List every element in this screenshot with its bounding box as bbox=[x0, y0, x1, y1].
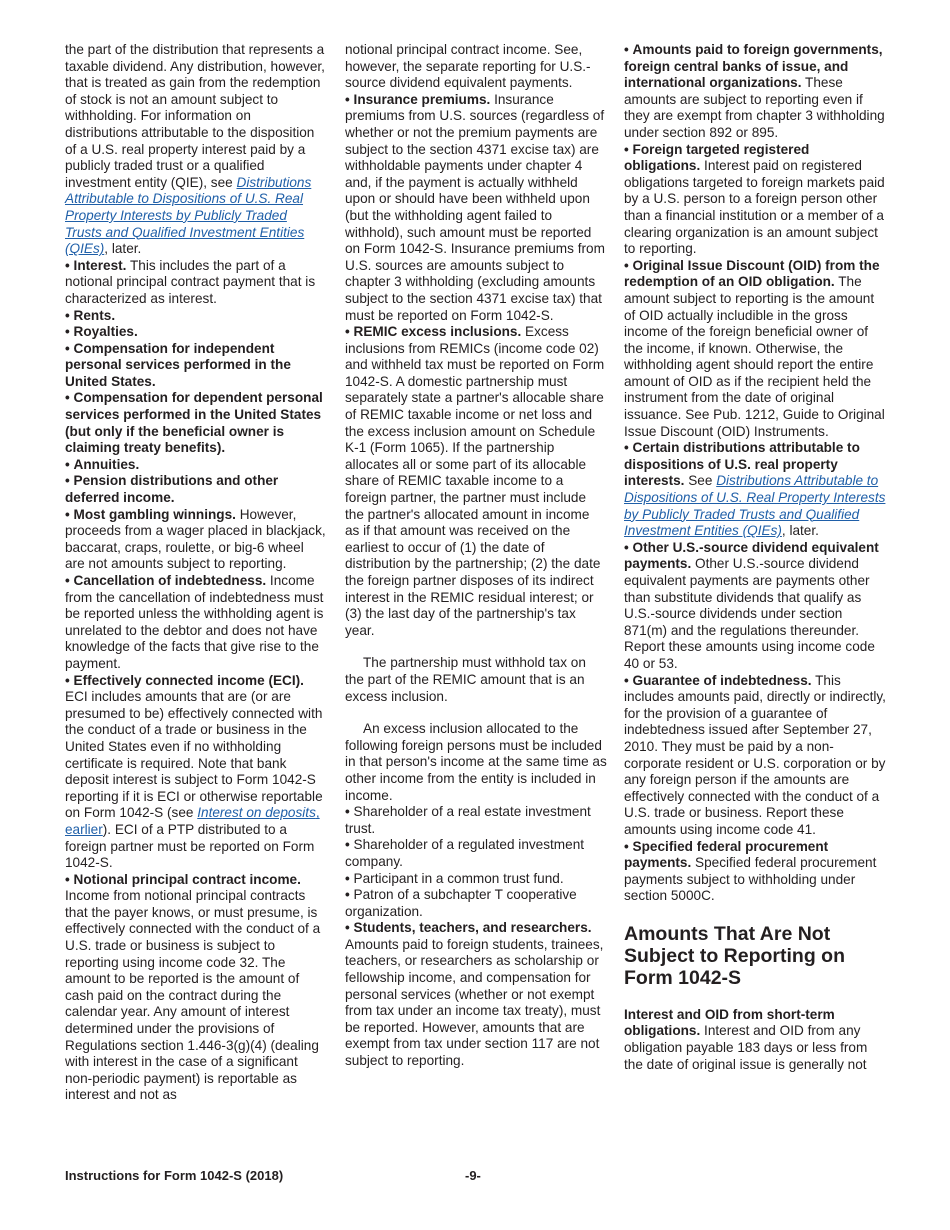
item-text: See bbox=[684, 473, 717, 489]
link-interest-on-deposits[interactable]: Interest on deposits bbox=[197, 805, 316, 821]
paragraph-excess-inclusion: An excess inclusion allocated to the following foreign persons must be included in that person's income at the same time as other income from the entity is included in income. bbox=[345, 721, 607, 803]
item-oid bbox=[624, 258, 886, 441]
column-2 bbox=[345, 42, 607, 1070]
column-1 bbox=[65, 42, 327, 1104]
item-interest bbox=[65, 258, 327, 308]
page-number: -9- bbox=[465, 1168, 481, 1183]
item-title: Guarantee of indebtedness. bbox=[632, 672, 812, 688]
text: the part of the distribution that represents a taxable dividend. Any distribution, however, that is treated as gain from the redemption of stock is not an amount subject to withholding. For information on distributions attributable to the disposition of a U.S. real property interest paid by a publicly traded trust or a qualified investment entity (QIE), see bbox=[65, 42, 325, 190]
link-distributions-qie[interactable]: Distributions Attributable to Dispositions of U.S. Real Property Interests by Publicly Traded Trusts and Qualified Investment Entities (QIEs) bbox=[624, 473, 886, 539]
item-annuities: • Annuities. bbox=[65, 457, 327, 474]
list-item: • Participant in a common trust fund. bbox=[345, 871, 607, 888]
item-text: However, proceeds from a wager placed in blackjack, baccarat, craps, roulette, or big-6 wheel are not amounts subject to reporting. bbox=[65, 506, 326, 572]
paragraph-withhold: The partnership must withhold tax on the part of the REMIC amount that is an excess inclusion. bbox=[345, 655, 586, 704]
list-item: • Shareholder of a real estate investment trust. bbox=[345, 804, 607, 837]
item-guarantee bbox=[624, 673, 886, 839]
paragraph-notional-cont: notional principal contract income. See, however, the separate reporting for U.S.-source dividend equivalent payments. bbox=[345, 42, 591, 91]
item-title: Original Issue Discount (OID) from the redemption of an OID obligation. bbox=[624, 257, 880, 290]
item-text: Excess inclusions from REMICs (income code 02) and withheld tax must be reported on Form 1042-S. A domestic partnership must separately state a partner's allocable share of REMIC taxable income or net loss and the excess inclusion amount on Schedule K-1 (Form 1065). If the partnership allocates all or some part of its allocable share of REMIC taxable income to a foreign partner, the partner must include the partner's allocated amount in income as if that amount was received on the earliest to occur of (1) the date of distribution by the partnership; (2) the date the foreign partner disposes of its indirect interest in the REMIC residual interest; or (3) the last day of the partnership's tax year. bbox=[345, 324, 605, 638]
item-text: Interest and OID from any obligation payable 183 days or less from the date of original issue is generally not bbox=[624, 1023, 868, 1072]
item-title: Other U.S.-source dividend equivalent payments. bbox=[624, 539, 879, 572]
item-procurement bbox=[624, 839, 886, 905]
item-text: This includes amounts paid, directly or indirectly, for the provision of a guarantee of indebtedness issued after September 27, 2010. They must be paid by a non-corporate resident or U.S. corporation or by any foreign person if the amounts are effectively connected with the conduct of a U.S. trade or business. Report these amounts using income code 41. bbox=[624, 672, 886, 837]
item-dividend-equivalent bbox=[624, 540, 886, 673]
item-remic bbox=[345, 324, 607, 639]
item-title: Insurance premiums. bbox=[353, 91, 491, 107]
link-distributions-qie[interactable]: Distributions Attributable to Dispositions of U.S. Real Property Interests by Publicly Traded Trusts and Qualified Investment Entities (QIEs) bbox=[65, 174, 312, 257]
item-title: Most gambling winnings. bbox=[73, 506, 236, 522]
item-text: This includes the part of a notional principal contract payment that is characterized as interest. bbox=[65, 257, 316, 306]
list-item: • Patron of a subchapter T cooperative organization. bbox=[345, 887, 607, 920]
item-certain-distributions bbox=[624, 440, 886, 540]
item-text: Specified federal procurement payments subject to withholding under section 5000C. bbox=[624, 855, 877, 904]
item-title: Cancellation of indebtedness. bbox=[73, 573, 267, 588]
item-text: Amounts paid to foreign students, trainees, teachers, or researchers as scholarship or fellowship income, and compensation for personal services (whether or not exempt from tax under an income tax treaty), must be reported. However, amounts that are exempt from tax under section 117 are not subject to reporting. bbox=[345, 936, 604, 1069]
item-text: Income from the cancellation of indebtedness must be reported unless the withholding agent is unrelated to the debtor and does not have knowledge of the facts that give rise to the payment. bbox=[65, 573, 324, 671]
item-title: Foreign targeted registered obligations. bbox=[624, 141, 810, 174]
item-title: Students, teachers, and researchers. bbox=[353, 920, 592, 936]
column-3 bbox=[624, 42, 886, 1073]
link-earlier[interactable]: , earlier bbox=[65, 805, 320, 837]
item-text: The amount subject to reporting is the amount of OID actually includible in the gross income of the foreign beneficial owner of the income, if known. Otherwise, the withholding agent should report the entire amount of OID as if the recipient held the instrument from the date of original issuance. See Pub. 1212, Guide to Original Issue Discount (OID) Instruments. bbox=[624, 274, 885, 439]
item-students bbox=[345, 920, 607, 1069]
item-text: Interest paid on registered obligations targeted to foreign markets paid by a U.S. person to a foreign person other than a financial institution or a member of a clearing organization is an amount subject to reporting. bbox=[624, 158, 885, 257]
item-title: Certain distributions attributable to dispositions of U.S. real property interests. bbox=[624, 440, 860, 489]
item-text: These amounts are subject to reporting even if they are exempt from chapter 3 withholding under section 892 or 895. bbox=[624, 75, 885, 140]
item-foreign-governments bbox=[624, 42, 886, 142]
item-eci bbox=[65, 673, 327, 872]
list-item: • Shareholder of a regulated investment company. bbox=[345, 837, 607, 870]
item-title: Interest. bbox=[73, 257, 127, 273]
item-comp-independent: • Compensation for independent personal services performed in the United States. bbox=[65, 341, 327, 391]
paragraph-distribution bbox=[65, 42, 327, 258]
item-insurance bbox=[345, 92, 607, 324]
item-text: , later. bbox=[781, 523, 819, 539]
item-cancellation bbox=[65, 573, 327, 673]
item-foreign-targeted bbox=[624, 142, 886, 258]
footer-title: Instructions for Form 1042-S (2018) bbox=[65, 1168, 284, 1183]
item-title: REMIC excess inclusions. bbox=[353, 324, 522, 340]
text: , later. bbox=[104, 241, 142, 257]
item-title: Specified federal procurement payments. bbox=[624, 838, 829, 871]
item-text: Other U.S.-source dividend equivalent payments are payments other than substitute dividends that qualify as U.S.-source dividends under section 871(m) and the regulations thereunder. Report these amounts using income code 40 or 53. bbox=[624, 556, 875, 671]
item-rents: • Rents. bbox=[65, 308, 327, 325]
item-text: ). ECI of a PTP distributed to a foreign partner must be reported on Form 1042-S. bbox=[65, 821, 315, 871]
item-text: Income from notional principal contracts that the payer knows, or must presume, is effectively connected with the conduct of a U.S. trade or business is subject to reporting using income code 32. The amount to be reported is the amount of cash paid on the contract during the calendar year. Any amount of interest determined under the provisions of Regulations section 1.446-3(g)(4) (dealing with interest in the case of a significant non-periodic payment) is reportable as interest and not as bbox=[65, 888, 321, 1103]
item-notional-principal bbox=[65, 872, 327, 1104]
item-royalties: • Royalties. bbox=[65, 324, 327, 341]
item-text: Insurance premiums from U.S. sources (regardless of whether or not the premium payments are subject to the section 4371 excise tax) are withholdable payments under chapter 4 and, if the payment is actually withheld upon or should have been withheld upon (but the withholding agent failed to withhold), such amount must be reported on Form 1042-S. Insurance premiums from U.S. sources are amounts subject to chapter 3 withholding (excluding amounts subject to the section 4371 excise tax) that must be reported on Form 1042-S. bbox=[345, 91, 605, 323]
paragraph-short-term bbox=[624, 1007, 886, 1073]
item-text: ECI includes amounts that are (or are presumed to be) effectively connected with the conduct of a trade or business in the United States even if no withholding certificate is required. Note that bank deposit interest is subject to Form 1042-S reporting if it is ECI or otherwise reportable on Form 1042-S (see bbox=[65, 689, 323, 821]
item-gambling bbox=[65, 507, 327, 573]
page-footer bbox=[65, 1168, 885, 1186]
item-title: Notional principal contract income. bbox=[73, 871, 301, 887]
item-pension: • Pension distributions and other deferred income. bbox=[65, 473, 327, 506]
section-heading: Amounts That Are Not Subject to Reporting on Form 1042-S bbox=[624, 922, 845, 989]
item-title: Amounts paid to foreign governments, foreign central banks of issue, and international organizations. bbox=[624, 42, 883, 91]
item-title: Interest and OID from short-term obligations. bbox=[624, 1006, 835, 1039]
item-comp-dependent: • Compensation for dependent personal services performed in the United States (but only if the beneficial owner is claiming treaty benefits). bbox=[65, 390, 327, 456]
item-title: Effectively connected income (ECI). bbox=[73, 672, 304, 688]
